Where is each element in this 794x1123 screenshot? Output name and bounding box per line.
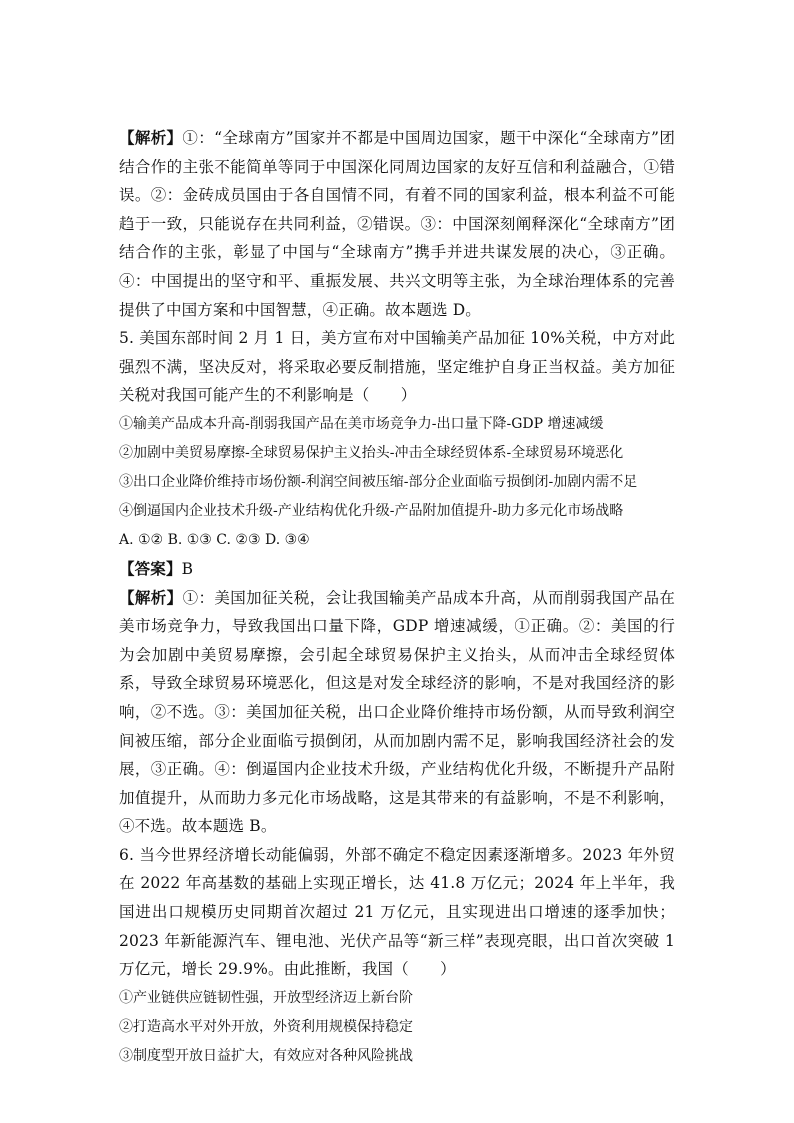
option-text: ④倒逼国内企业技术升级-产业结构优化升级-产品附加值提升-助力多元化市场战略 (119, 502, 624, 519)
question-text: 5. 美国东部时间 2 月 1 日，美方宣布对中国输美产品加征 10%关税，中方对此强烈不满，坚决反对，将采取必要反制措施，坚定维护自身正当权益。美方加征关税对我国可能产生的不利影响是（ ） (119, 329, 675, 405)
q5-option-1 (119, 410, 675, 439)
q5-choices (119, 526, 675, 555)
option-text: ②打造高水平对外开放，外资利用规模保持稳定 (119, 1018, 413, 1035)
analysis-tag: 【解析】 (119, 128, 183, 147)
document-body (119, 124, 675, 1071)
option-text: ①输美产品成本升高-削弱我国产品在美市场竞争力-出口量下降-GDP 增速减缓 (119, 415, 604, 432)
q5-option-3 (119, 468, 675, 497)
q5-option-2 (119, 439, 675, 468)
analysis-text: ①：美国加征关税，会让我国输美产品成本升高，从而削弱我国产品在美市场竞争力，导致我国出口量下降，GDP 增速减缓，①正确。②：美国的行为会加剧中美贸易摩擦，会引起全球贸易保护主义抬头，从而冲击全球经贸体系，导致全球贸易环境恶化，但这是对发全球经济的影响，不是对我国经济的影响，②不选。③：美国加征关税，出口企业降价维持市场份额，从而导致利润空间被压缩，部分企业面临亏损倒闭，从而加剧内需不足，影响我国经济社会的发展，③正确。④：倒逼国内企业技术升级，产业结构优化升级，不断提升产品附加值提升，从而助力多元化市场战略，这是其带来的有益影响，不是不利影响，④不选。故本题选 B。 (119, 588, 675, 836)
answer-tag: 【答案】 (119, 558, 182, 578)
option-text: ③制度型开放日益扩大，有效应对各种风险挑战 (119, 1047, 413, 1064)
analysis-q5 (119, 584, 675, 841)
option-text: ①产业链供应链韧性强，开放型经济迈上新台阶 (119, 989, 413, 1006)
q5-option-4 (119, 497, 675, 526)
question-6-stem (119, 841, 675, 984)
analysis-text: ①：“全球南方”国家并不都是中国周边国家，题干中深化“全球南方”团结合作的主张不能简单等同于中国深化同周边国家的友好互信和利益融合，①错误。②：金砖成员国由于各自国情不同，有着不同的国家利益，根本利益不可能趋于一致，只能说存在共同利益，②错误。③：中国深刻阐释深化“全球南方”团结合作的主张，彰显了中国与“全球南方”携手并进共谋发展的决心，③正确。④：中国提出的坚守和平、重振发展、共兴文明等主张，为全球治理体系的完善提供了中国方案和中国智慧，④正确。故本题选 D。 (119, 129, 675, 319)
question-5-stem (119, 324, 675, 410)
answer-text: B (181, 559, 194, 578)
q6-option-3 (119, 1042, 675, 1071)
q6-option-2 (119, 1013, 675, 1042)
q6-option-1 (119, 984, 675, 1013)
analysis-tag: 【解析】 (119, 587, 183, 607)
question-text: 6. 当今世界经济增长动能偏弱，外部不确定不稳定因素逐渐增多。2023 年外贸在 2022 年高基数的基础上实现正增长，达 41.8 万亿元；2024 年上半年，我国进出口规模历史同期首次超过 21 万亿元，且实现进出口增速的逐季加快；2023 年新能源汽车、锂电池、光伏产品等“新三样”表现亮眼，出口首次突破 1 万亿元，增长 29.9%。由此推断，我国（ ） (119, 845, 675, 979)
analysis-q4 (119, 124, 675, 324)
choices-text: A. ①② B. ①③ C. ②③ D. ③④ (119, 531, 310, 548)
option-text: ②加剧中美贸易摩擦-全球贸易保护主义抬头-冲击全球经贸体系-全球贸易环境恶化 (119, 444, 624, 461)
answer-q5 (119, 555, 675, 584)
option-text: ③出口企业降价维持市场份额-利润空间被压缩-部分企业面临亏损倒闭-加剧内需不足 (119, 473, 638, 490)
